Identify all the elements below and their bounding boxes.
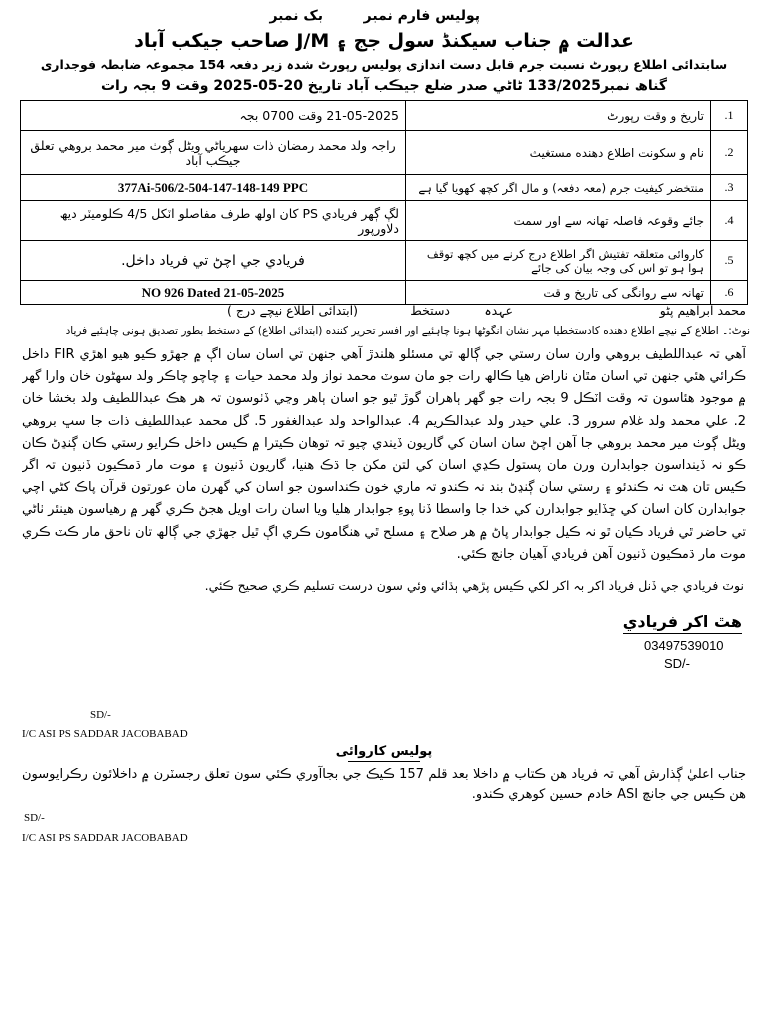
incident-location: لڳ ڳھر فریادي PS کان اولھ طرف مفاصلو اٽکل 4/5 ڪلوميٽر ديھ دلاورپور: [59, 205, 399, 236]
officer-sd: SD/-: [24, 812, 45, 824]
table-row: [21, 175, 748, 201]
fir-table: [20, 100, 748, 305]
table-row: [21, 101, 748, 131]
table-row: [21, 281, 748, 305]
row-value: [21, 281, 406, 305]
rank-label: عہدہ: [484, 303, 513, 318]
complainant-sd: SD/-: [664, 656, 690, 671]
complaint-body: آهي تہ عبداللطيف بروهي وارن سان رستي جي ڳالھ تي مسئلو هلندڙ آهي جنهن تي اسان سان اڳ ۾ جهڙو ڪيو هيو اهڙي FIR داخل ڪرائي هئي جنهن تي اسان مٿان ناراض هيا ڪالھ رات جو مان سوٽ محمد نواز ولد محمد حيات ۽ چاچو چاڪر ولد سهڻون خان وارا گهر ۾ موجود هئاسون تہ وقت اٽڪل 9 بجہ رات جو گهر ٻاهران گوڙ ٿيو جو اسان ٻاهر وڃي ڏٺوسون تہ ھر ھڪ عبداللطيف ولد بخشا خان 2. علي محمد ولد غلام سرور 3. علي حيدر ولد عبدالڪريم 4. عبدالواحد ولد عبدالغفور 5. گل محمد عبداللطيف ذات جا سڀ بروهي ويڻل ڳوٺ مير محمد بروهي جا آهن اچڻ سان اسان کي گاريون ڏيندي چيو تہ توهان ڪيترا ۾ ڪيس داخل ڪرايو رستي ڪان ڳنڍڻ ڪان ڪو نہ ڏينداسون جوابدارن ورن مان پستول ڪڍي اسان کي لتن مکن جا ڌڪ هنيا، گاريون ڏنيون ۽ موت مار ڌمڪيون ڏنيون تہ اگر ڪيس تان هٽ نہ ڪندئو ۽ رستي سان ڳنڍڻ بند نہ ڪندو تہ ماري خون ڪنداسون جو اسان کي گهرن مان عورتون قرآن پاڪ کڻي اچي جوابدارن کان اسان کي ڇڏايو جوابدارن کي خدا جا واسطا ڏنا پوءِ جوابدار هليا ويا اسان رات اويل هجڻ ڪري گهر ۾ رهياسون هينئر ٺاڻي تي حاضر ٿي فرياد ڪيان ٿو نہ ڪيل جوابدار پاڻ ۾ هر صلاح ۽ مسلح ٿي هنگامون ڪري اڳ ٿيل جهڙي جي ڳالھ تان ناحق مار ڪٽ ڪري موت مار ڌمڪيون ڏنيون آهن فريادي آهيان جانچ ڪئي.: [22, 347, 746, 562]
police-action-text: جناب اعليٰ ڳذارش آهي تہ فرياد هن ڪتاب ۾ داخلا بعد قلم 157 ڪيڪ جي بجاآوري ڪئي سون تعلق رجسٽرن ۾ داخلائون رڪرايوسون هن ڪيس جي جانچ ASI خادم حسين کوهري ڪندو.: [22, 767, 746, 802]
police-action-underline: [348, 761, 420, 762]
row-number: 5.: [711, 241, 748, 281]
row-label: جائے وقوعہ فاصلہ تھانہ سے اور سمت: [406, 201, 711, 241]
subtitle: سابتدائی اطلاع رپورٹ نسبت جرم قابل دست اندازی پولیس رپورٹ شدہ زیر دفعہ 154 مجموعہ ضابطہ فوجداری: [40, 57, 728, 72]
row-number: 3.: [711, 175, 748, 201]
row-value: [21, 241, 406, 281]
instruction-note: نوٹ:۔ اطلاع کے نیچے اطلاع دهنده کادستخطیا مہر نشان انگوٹھا ہونا چاہئیے اور افسر تحریر کننده (ابتدائی اطلاع) کے دستخط بطور تصدیق ہونی چاہئیے فریاد: [65, 325, 750, 337]
signature-label: دستخط: [410, 303, 450, 318]
officer-name: محمد ابراهیم پٹو: [659, 303, 746, 318]
police-action-heading: پولیس کاروائی: [335, 744, 433, 759]
report-datetime: 21-05-2025 وقت 0700 بجہ: [239, 108, 399, 123]
ppc-sections: 377Ai-506/2-504-147-148-149 PPC: [117, 179, 309, 195]
officer-sd: SD/-: [90, 709, 111, 721]
row-value: [21, 131, 406, 175]
police-form-number: پولیس فارم نمبر: [363, 8, 480, 24]
table-row: [21, 131, 748, 175]
complainant-phone: 03497539010: [644, 638, 724, 653]
delay-reason: فريادي جي اچڻ تي فرياد داخل.: [121, 252, 305, 269]
verification-note: نوٽ فريادي جي ڏنل فرياد اکر بہ اکر لکي ڪيس پڙهي ٻڌائي وئي سون درست تسليم ڪري صحيح ڪئي.: [204, 578, 744, 593]
officer-title: I/C ASI PS SADDAR JACOBABAD: [22, 728, 188, 740]
row-label: تاریخ و وقت رپورٹ: [406, 101, 711, 131]
complainant-heading: هٿ اکر فريادي: [623, 612, 742, 634]
row-label: نام و سکونت اطلاع دهنده مستغیث: [406, 131, 711, 175]
row-number: 1.: [711, 101, 748, 131]
note-heading: (ابتدائی اطلاع نیچے درج ): [227, 303, 358, 318]
book-number: بک نمبر: [269, 8, 323, 24]
row-number: 6.: [711, 281, 748, 305]
row-label: کاروائی متعلقہ تفتیش اگر اطلاع درج کرنے میں کچھ توقف ہوا ہو تو اس کی وجہ بیان کی جائے: [406, 241, 711, 281]
officer-title: I/C ASI PS SADDAR JACOBABAD: [22, 832, 188, 844]
row-value: [21, 175, 406, 201]
table-row: [21, 241, 748, 281]
row-label: منتخضر کیفیت جرم (معہ دفعہ) و مال اگر کچھ کھویا گیا ہے: [406, 175, 711, 201]
form-number-line: [0, 8, 768, 30]
row-value: [21, 101, 406, 131]
table-row: [21, 201, 748, 241]
complainant-name-address: راجہ ولد محمد رمضان ذات سهرياڻي ويڻل ڳوٺ مير محمد بروهي تعلق جيڪب آباد: [30, 137, 396, 168]
court-title: عدالت ۾ جناب سیکنڈ سول جج ۽ J/M صاحب جیکب آباد: [134, 30, 634, 52]
signature-row: [0, 303, 768, 321]
row-value: [21, 201, 406, 241]
row-label: تھانہ سے روانگی کی تاریخ و قت: [406, 281, 711, 305]
row-number: 2.: [711, 131, 748, 175]
row-number: 4.: [711, 201, 748, 241]
case-line: گناھ نمبر133/2025 ٹاڻي صدر ضلع جيڪب آباد تاريخ 20-05-2025 وقت 9 بجہ رات: [100, 78, 668, 94]
departure-ref: NO 926 Dated 21-05-2025: [141, 284, 285, 300]
